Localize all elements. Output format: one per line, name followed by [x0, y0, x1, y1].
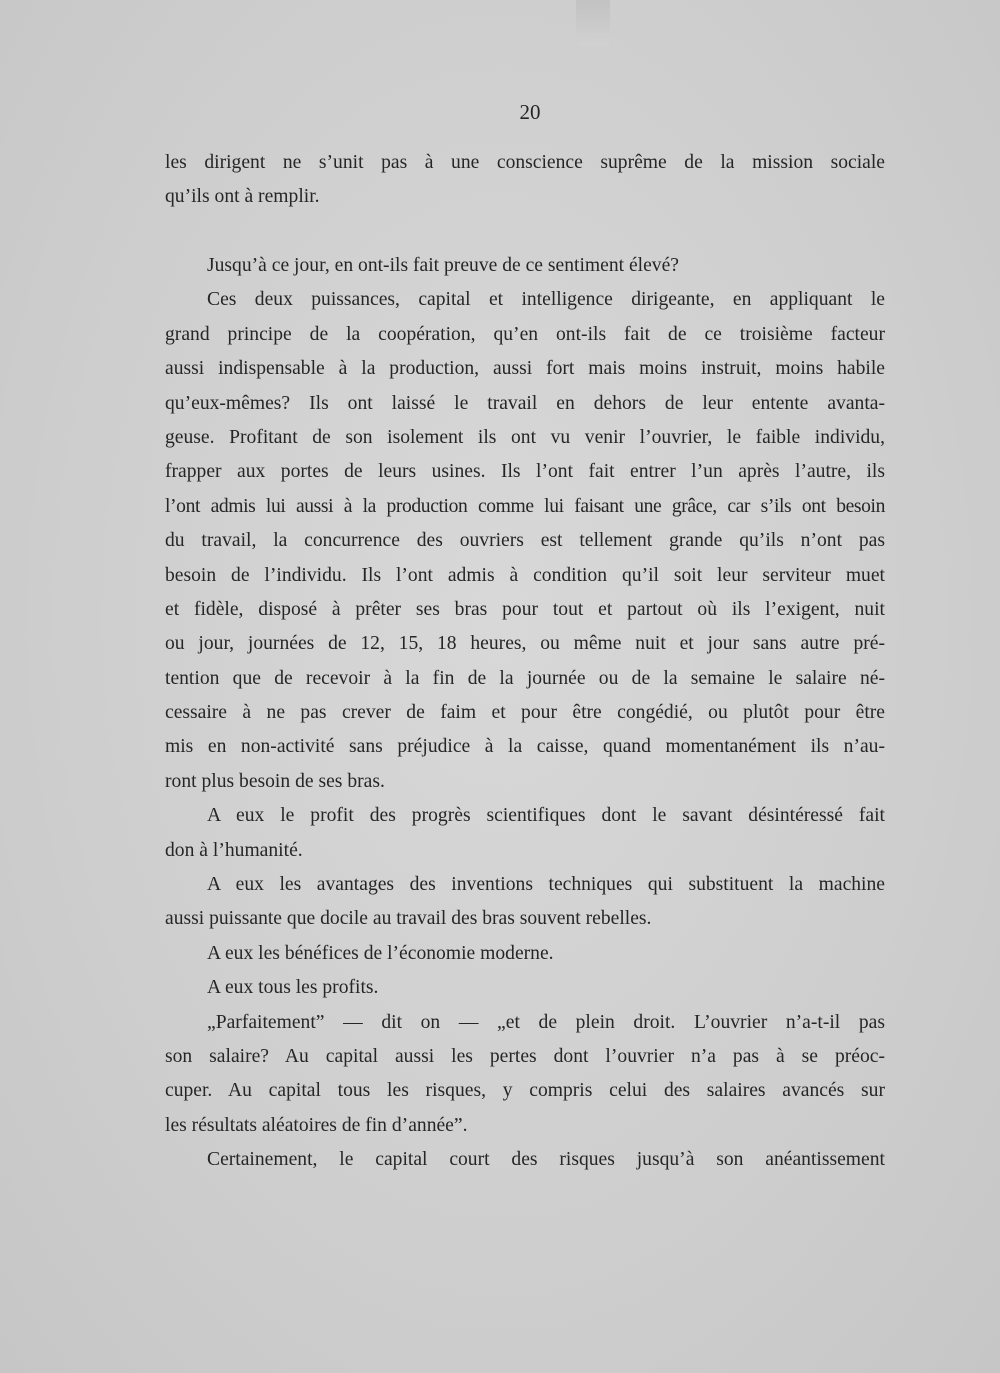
- text-line: grand principe de la coopération, qu’en ont-ils fait de ce troisième facteur: [165, 323, 885, 345]
- text-line: qu’ils ont à remplir.: [165, 186, 320, 208]
- text-line: tention que de recevoir à la fin de la journée ou de la semaine le salaire né-: [165, 667, 885, 689]
- text-line: aussi puissante que docile au travail des bras souvent rebelles.: [165, 908, 652, 930]
- text-line: du travail, la concurrence des ouvriers est tellement grande qu’ils n’ont pas: [165, 530, 885, 552]
- text-line: ou jour, journées de 12, 15, 18 heures, ou même nuit et jour sans autre pré-: [165, 633, 885, 655]
- page-number: 20: [519, 100, 541, 124]
- scan-artifact: [576, 0, 610, 46]
- text-line: A eux les avantages des inventions techniques qui substituent la machine: [207, 874, 885, 896]
- text-line: Ces deux puissances, capital et intelligence dirigeante, en appliquant le: [207, 289, 885, 311]
- text-line: ront plus besoin de ses bras.: [165, 770, 385, 792]
- text-line: son salaire? Au capital aussi les pertes dont l’ouvrier n’a pas à se préoc-: [165, 1045, 885, 1067]
- text-line: aussi indispensable à la production, aussi fort mais moins instruit, moins habile: [165, 358, 885, 380]
- text-line: A eux le profit des progrès scientifiques dont le savant désintéressé fait: [207, 805, 885, 827]
- text-line: „Parfaitement” — dit on — „et de plein droit. L’ouvrier n’a-t-il pas: [207, 1011, 885, 1033]
- text-line: don à l’humanité.: [165, 839, 303, 861]
- text-line: les résultats aléatoires de fin d’année”.: [165, 1114, 468, 1136]
- text-line: mis en non-activité sans préjudice à la caisse, quand momentanément ils n’au-: [165, 736, 885, 758]
- text-line: A eux tous les profits.: [207, 977, 379, 999]
- text-block-body: [165, 249, 885, 1178]
- text-line: geuse. Profitant de son isolement ils ont vu venir l’ouvrier, le faible individu,: [165, 426, 885, 448]
- text-line: besoin de l’individu. Ils l’ont admis à condition qu’il soit leur serviteur muet: [165, 564, 885, 586]
- text-line: frapper aux portes de leurs usines. Ils l’ont fait entrer l’un après l’autre, ils: [165, 461, 885, 483]
- text-line: A eux les bénéfices de l’économie moderne.: [207, 942, 554, 964]
- text-line: et fidèle, disposé à prêter ses bras pour tout et partout où ils l’exigent, nuit: [165, 598, 885, 620]
- text-line: Certainement, le capital court des risques jusqu’à son anéantissement: [207, 1149, 885, 1171]
- text-line: Jusqu’à ce jour, en ont-ils fait preuve de ce sentiment élevé?: [207, 255, 680, 276]
- text-block-top: [165, 146, 885, 215]
- text-line: cuper. Au capital tous les risques, y compris celui des salaires avancés sur: [165, 1080, 885, 1102]
- text-line: qu’eux-mêmes? Ils ont laissé le travail en dehors de leur entente avanta-: [165, 392, 885, 414]
- text-line: l’ont admis lui aussi à la production comme lui faisant une grâce, car s’ils ont besoin: [165, 495, 885, 517]
- text-line: cessaire à ne pas crever de faim et pour être congédié, ou plutôt pour être: [165, 702, 885, 724]
- text-line: les dirigent ne s’unit pas à une conscience suprême de la mission sociale: [165, 152, 885, 173]
